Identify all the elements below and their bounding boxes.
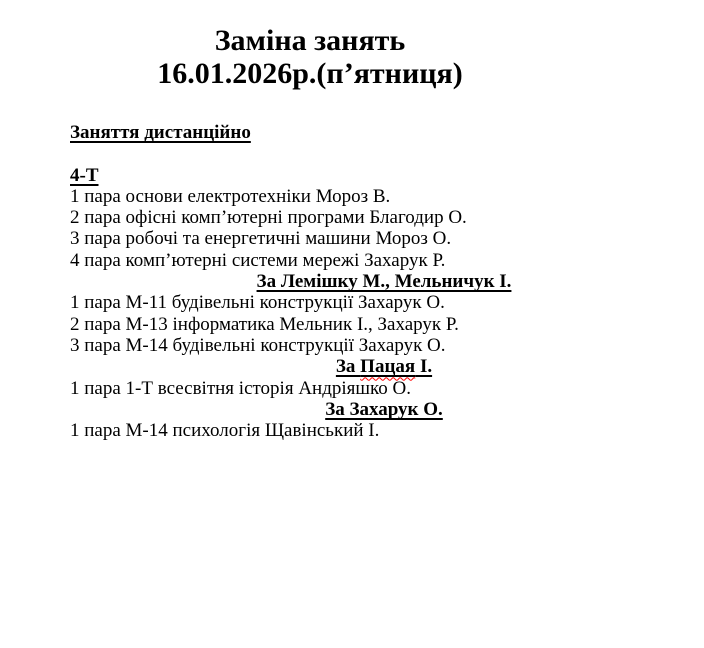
lesson-line: 1 пара основи електротехніки Мороз В.: [70, 185, 391, 207]
lesson-line: 1 пара М-11 будівельні конструкції Захарук О.: [70, 292, 445, 314]
substitution-header-line: [70, 271, 698, 292]
substitution-header-suffix: І.: [415, 356, 433, 378]
group-name-line: [70, 165, 698, 186]
title-line-1: Заміна занять: [214, 24, 406, 57]
substitution-header: [336, 356, 432, 377]
document-title: [0, 24, 620, 90]
substitution-header-misspelled-word: Пацая: [360, 356, 416, 378]
substitution-header-line: [70, 399, 698, 420]
substitution-header: За Захарук О.: [325, 398, 443, 420]
lesson-line: 4 пара комп’ютерні системи мережі Захарук Р.: [70, 249, 446, 271]
group-name: 4-Т: [70, 164, 99, 186]
substitution-header: За Лемішку М., Мельничук І.: [256, 271, 512, 293]
lesson-line: 2 пара офісні комп’ютерні програми Благодир О.: [70, 207, 467, 229]
blank-line: [70, 143, 698, 164]
substitution-header-prefix: За: [335, 356, 361, 378]
lesson-line: 2 пара М-13 інформатика Мельник І., Захарук Р.: [70, 313, 459, 335]
title-line-2: 16.01.2026р.(п’ятниця): [157, 57, 463, 90]
remote-note: Заняття дистанційно: [70, 122, 251, 143]
lesson-line: 3 пара М-14 будівельні конструкції Захарук О.: [70, 334, 446, 356]
lesson-line: 3 пара робочі та енергетичні машини Мороз О.: [70, 228, 452, 250]
lesson-line: 1 пара 1-Т всесвітня історія Андріяшко О.: [70, 377, 412, 399]
lesson-line: 1 пара М-14 психологія Щавінський І.: [70, 420, 380, 442]
remote-note-line: [70, 122, 698, 143]
document-body: [70, 122, 698, 441]
substitution-header-line: [70, 356, 698, 377]
